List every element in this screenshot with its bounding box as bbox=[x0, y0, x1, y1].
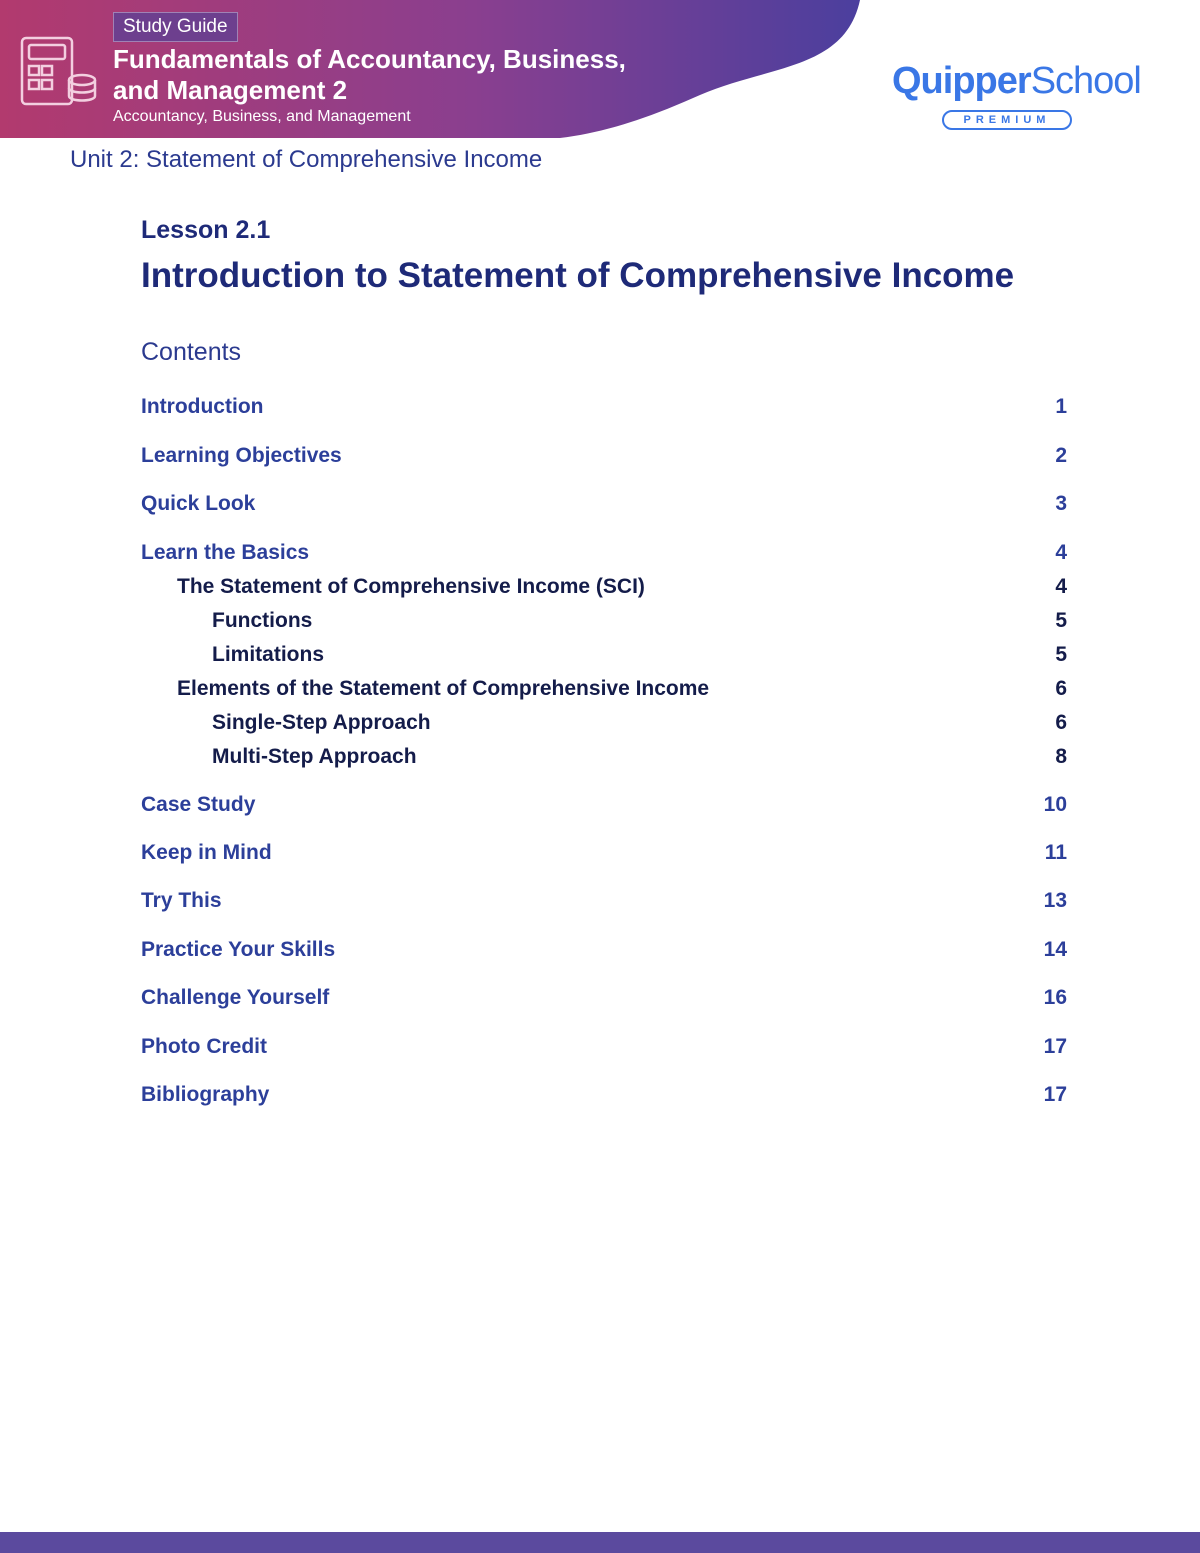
toc-item-page: 11 bbox=[1044, 841, 1067, 864]
quipper-school-logo bbox=[892, 58, 1141, 138]
toc-item-page: 2 bbox=[1055, 444, 1067, 467]
toc-item-page: 3 bbox=[1055, 492, 1067, 515]
toc-subsubitem[interactable] bbox=[141, 708, 1067, 738]
toc-item[interactable] bbox=[141, 935, 1067, 965]
toc-item-label: Single-Step Approach bbox=[212, 711, 431, 734]
toc-item-page: 6 bbox=[1055, 711, 1067, 734]
toc-item-label: Quick Look bbox=[141, 492, 256, 515]
toc-item-page: 4 bbox=[1055, 575, 1067, 598]
toc-item[interactable] bbox=[141, 1080, 1067, 1110]
toc-subitem[interactable] bbox=[141, 572, 1067, 602]
logo-premium-badge: PREMIUM bbox=[942, 110, 1072, 130]
toc-subsubitem[interactable] bbox=[141, 606, 1067, 636]
toc-item[interactable] bbox=[141, 790, 1067, 820]
logo-brand-regular: School bbox=[1030, 60, 1141, 102]
logo-brand-bold: Quipper bbox=[892, 60, 1031, 102]
calculator-coins-icon bbox=[20, 36, 98, 108]
toc-item-page: 16 bbox=[1043, 986, 1067, 1009]
toc-item-label: Case Study bbox=[141, 793, 256, 816]
study-guide-badge: Study Guide bbox=[113, 12, 238, 42]
toc-item-label: Try This bbox=[141, 889, 222, 912]
toc-item-label: Practice Your Skills bbox=[141, 938, 336, 961]
toc-item-page: 17 bbox=[1043, 1083, 1067, 1106]
toc-item-page: 8 bbox=[1055, 745, 1067, 768]
toc-item-label: Functions bbox=[212, 609, 313, 632]
toc-subsubitem[interactable] bbox=[141, 742, 1067, 772]
course-title-line-1: Fundamentals of Accountancy, Business, bbox=[113, 44, 626, 74]
toc-item-label: Keep in Mind bbox=[141, 841, 272, 864]
toc-item-label: Learn the Basics bbox=[141, 541, 310, 564]
toc-item[interactable] bbox=[141, 441, 1067, 471]
logo-wordmark bbox=[892, 58, 1141, 104]
toc-item-label: Elements of the Statement of Comprehensive Income bbox=[177, 677, 710, 700]
toc-item-page: 5 bbox=[1055, 643, 1067, 666]
toc-item[interactable] bbox=[141, 983, 1067, 1013]
toc-item-label: Bibliography bbox=[141, 1083, 270, 1106]
course-subtitle: Accountancy, Business, and Management bbox=[113, 108, 411, 125]
toc-item-page: 5 bbox=[1055, 609, 1067, 632]
toc-item-label: Multi-Step Approach bbox=[212, 745, 417, 768]
toc-item-label: Photo Credit bbox=[141, 1035, 267, 1058]
toc-item-label: Limitations bbox=[212, 643, 325, 666]
toc-item-page: 14 bbox=[1043, 938, 1067, 961]
toc-item-page: 4 bbox=[1055, 541, 1067, 564]
unit-title: Unit 2: Statement of Comprehensive Income bbox=[70, 146, 543, 173]
footer-bar bbox=[0, 1532, 1200, 1553]
toc-item[interactable] bbox=[141, 838, 1067, 868]
toc-item-label: Challenge Yourself bbox=[141, 986, 330, 1009]
toc-subsubitem[interactable] bbox=[141, 640, 1067, 670]
toc-item-label: The Statement of Comprehensive Income (SCI) bbox=[177, 575, 645, 598]
toc-item-label: Introduction bbox=[141, 395, 264, 418]
course-title bbox=[113, 44, 733, 106]
contents-heading: Contents bbox=[141, 338, 242, 366]
lesson-label: Lesson 2.1 bbox=[141, 216, 271, 244]
toc-item[interactable] bbox=[141, 392, 1067, 422]
toc-item-page: 13 bbox=[1043, 889, 1067, 912]
toc-item[interactable] bbox=[141, 1032, 1067, 1062]
toc-subitem[interactable] bbox=[141, 674, 1067, 704]
toc-item-page: 1 bbox=[1055, 395, 1067, 418]
toc-item[interactable] bbox=[141, 538, 1067, 568]
toc-item[interactable] bbox=[141, 489, 1067, 519]
course-title-line-2: and Management 2 bbox=[113, 75, 348, 105]
toc-item-label: Learning Objectives bbox=[141, 444, 342, 467]
lesson-title: Introduction to Statement of Comprehensive Income bbox=[141, 256, 1015, 295]
toc-item-page: 6 bbox=[1055, 677, 1067, 700]
toc-item[interactable] bbox=[141, 886, 1067, 916]
toc-item-page: 17 bbox=[1043, 1035, 1067, 1058]
toc-item-page: 10 bbox=[1043, 793, 1067, 816]
